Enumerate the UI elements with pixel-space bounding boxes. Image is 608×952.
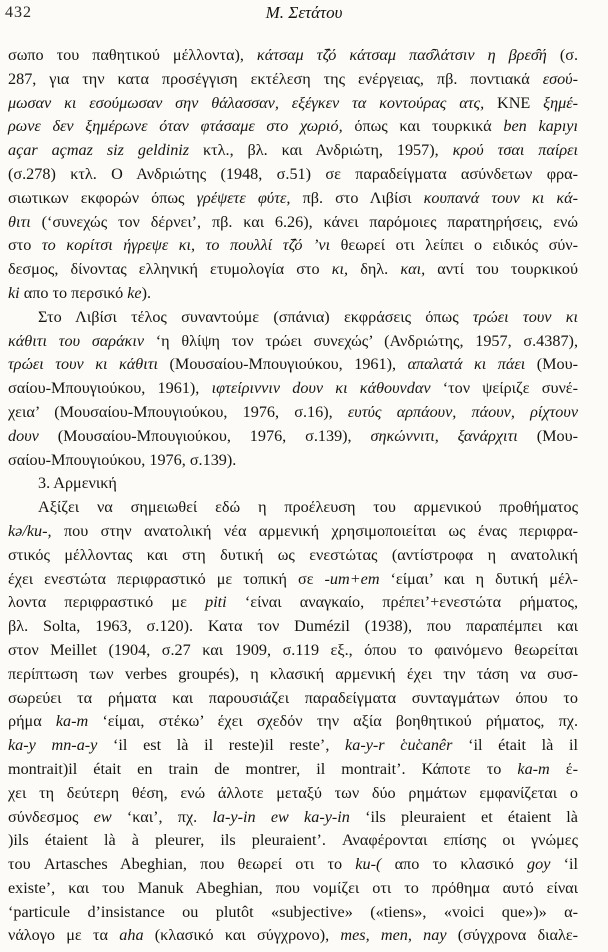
text-segment: ‘il est là il reste)il reste’, bbox=[113, 736, 346, 755]
text-segment: δηλ. bbox=[360, 260, 401, 279]
italic-text-segment: -um+em bbox=[324, 569, 391, 588]
italic-text-segment: κρού τσαι παίρει bbox=[452, 141, 578, 160]
text-line bbox=[8, 734, 578, 758]
text-segment: χεια’ (Μουσαίου-Μπουγιούκου, 1976, σ.16), bbox=[8, 402, 348, 421]
text-line bbox=[8, 663, 578, 687]
italic-text-segment: τρώει τουν κι κάθιτι bbox=[8, 355, 170, 374]
text-segment: ‘ils pleuraient et étaient là bbox=[365, 807, 578, 826]
italic-text-segment: σηκώννιτι, ξανάρχιτι bbox=[370, 426, 537, 445]
italic-text-segment: ξημέ- bbox=[543, 93, 578, 112]
text-segment: που στην ανατολική νέα αρμενική χρησιμοποιείται ως ένας περιφρα- bbox=[63, 521, 579, 540]
text-segment: σωρεύει τα ρήματα και παρουσιάζει παραδείγματα συνταγμάτων όπου το bbox=[8, 688, 578, 707]
italic-text-segment: kə/ku-, bbox=[8, 521, 64, 540]
italic-text-segment: τρώει τουν κι bbox=[472, 307, 578, 326]
italic-text-segment: ki bbox=[8, 283, 24, 302]
text-line bbox=[8, 853, 578, 877]
italic-text-segment: goy bbox=[527, 855, 564, 874]
italic-text-segment: και, bbox=[400, 260, 438, 279]
text-segment: ‘η θλίψη τον τρώει συνεχώς’ (Ανδριώτης, 1957, σ.4387), bbox=[155, 331, 578, 350]
text-segment: 287, για την κατα προσέγγιση εκτέλεση της ενέργειας, πβ. ποντιακά bbox=[8, 69, 543, 88]
text-line bbox=[8, 353, 578, 377]
text-segment: έχει ενεστώτα περιφραστικό με τοπική σε bbox=[8, 569, 325, 588]
text-segment: στο bbox=[8, 236, 42, 255]
page-body bbox=[8, 44, 578, 948]
text-line bbox=[8, 115, 578, 139]
text-line bbox=[8, 306, 578, 330]
text-line bbox=[8, 829, 578, 853]
text-segment: χει τη δεύτερη θέση, ενώ άλλοτε μεταξύ των δύο ρημάτων εμφανίζεται ο bbox=[8, 783, 578, 802]
text-segment: περίπτωση των verbes groupés), η κλασική αρμενική έχει την τάση να συσ- bbox=[8, 664, 578, 683]
italic-text-segment: ευτύς αρπάουν, πάουν, ρίχτουν bbox=[347, 402, 579, 421]
text-segment: (κλασικό και σύγχρονο), bbox=[154, 926, 341, 945]
italic-text-segment: açar açmaz siz geldiniz bbox=[8, 141, 204, 160]
text-segment: (σύγχρονα διαλε- bbox=[457, 926, 579, 945]
italic-text-segment: ben kapıyı bbox=[503, 117, 578, 136]
text-line bbox=[8, 187, 578, 211]
text-line bbox=[8, 92, 578, 116]
text-segment: του Artasches Abeghian, που θεωρεί οτι το bbox=[8, 855, 356, 874]
text-segment: όπως και τουρκικά bbox=[354, 117, 504, 136]
running-title: Μ. Σετάτου bbox=[265, 3, 343, 22]
text-line bbox=[8, 758, 578, 782]
page-number: 432 bbox=[5, 4, 32, 21]
text-segment: (Μου- bbox=[536, 426, 578, 445]
italic-text-segment: ke bbox=[127, 283, 142, 302]
italic-text-segment: mes, men, nay bbox=[340, 926, 458, 945]
text-segment: existe’, και του Manuk Abeghian, που νομίζει οτι το πρόθημα αυτό είναι bbox=[8, 878, 578, 897]
text-segment: λοντα περιφραστικό με bbox=[8, 593, 206, 612]
text-segment: (‘συνεχώς τον δέρνει’, πβ. και 6.26), κάνει παρόμοιες παρατηρήσεις, ενώ bbox=[41, 212, 578, 231]
italic-text-segment: ιφτείριννιν dουν κι κάθουνdαν bbox=[211, 379, 443, 398]
text-segment: πβ. στο Λιβίσι bbox=[302, 188, 424, 207]
italic-text-segment: ew bbox=[93, 807, 127, 826]
text-line bbox=[8, 330, 578, 354]
text-line bbox=[8, 472, 578, 496]
text-line bbox=[8, 282, 578, 306]
text-segment: Αξίζει να σημειωθεί εδώ η προέλευση του αρμενικού προθήματος bbox=[38, 498, 578, 517]
italic-text-segment: γρέψετε φύτε, bbox=[196, 188, 303, 207]
text-segment: 3. Αρμενική bbox=[38, 474, 117, 493]
text-segment: ρήμα bbox=[8, 712, 56, 731]
text-segment: (Μου- bbox=[536, 355, 579, 374]
text-line bbox=[8, 425, 578, 449]
text-line bbox=[8, 163, 578, 187]
text-segment: montrait)il était en train de montrer, il montrait’. Κάποτε το bbox=[8, 759, 518, 778]
text-segment: αντί του τουρκικού bbox=[437, 260, 578, 279]
italic-text-segment: ka-m bbox=[517, 759, 566, 778]
text-line bbox=[8, 710, 578, 734]
text-segment: έ- bbox=[565, 759, 578, 778]
text-line bbox=[8, 496, 578, 520]
italic-text-segment: dουν bbox=[8, 426, 58, 445]
text-segment: ‘είμαι’ και η δυτική μέλ- bbox=[390, 569, 579, 588]
text-line bbox=[8, 568, 578, 592]
text-segment: ). bbox=[141, 283, 152, 302]
text-line bbox=[8, 877, 578, 901]
text-line bbox=[8, 520, 578, 544]
italic-text-segment: κι, bbox=[331, 260, 361, 279]
text-line bbox=[8, 377, 578, 401]
text-segment: (σ. bbox=[559, 46, 579, 64]
text-segment: σιωτικων εκφορών όπως bbox=[8, 188, 197, 207]
text-line bbox=[8, 44, 578, 68]
text-line bbox=[8, 544, 578, 568]
text-segment: ‘είναι αναγκαίο, πρέπει’+ενεστώτα ρήματος, bbox=[244, 593, 579, 612]
text-segment: (Μουσαίου-Μπουγιούκου, 1961), bbox=[169, 355, 408, 374]
text-line bbox=[8, 234, 578, 258]
text-segment: )ils étaient là à pleurer, ils pleuraient’. Αναφέρονται επίσης οι γνώμες bbox=[8, 831, 578, 850]
text-segment: απο το περσικό bbox=[23, 283, 128, 302]
italic-text-segment: ka-y mn-a-y bbox=[8, 736, 114, 755]
text-segment: (Μουσαίου-Μπουγιούκου, 1976, σ.139), bbox=[57, 426, 371, 445]
text-segment: νάλογο με τα bbox=[8, 926, 120, 945]
italic-text-segment: ρωνε δεν ξημέρωνε όταν φτάσαμε στο χωριό, bbox=[8, 117, 355, 136]
text-segment: ‘il bbox=[563, 855, 579, 874]
text-segment: Στο Λιβίσι τέλος συναντούμε (σπάνια) εκφράσεις όπως bbox=[38, 307, 473, 326]
text-line bbox=[8, 615, 578, 639]
text-segment: ‘τον ψείριζε συνέ- bbox=[442, 379, 578, 398]
text-segment: ‘και’, πχ. bbox=[126, 807, 213, 826]
text-line bbox=[8, 258, 578, 282]
italic-text-segment: ku-( bbox=[355, 855, 395, 874]
text-line bbox=[8, 806, 578, 830]
italic-text-segment: κουπανά τουν κι κά- bbox=[423, 188, 578, 207]
text-line bbox=[8, 211, 578, 235]
text-segment: ‘particule d’insistance ou plutôt «subjective» («tiens», «voici que»)» α- bbox=[8, 902, 578, 921]
text-segment: στικός μέλλοντας και στη δυτική ως ενεστώτας (αντίστροφα η ανατολική bbox=[8, 545, 578, 564]
text-segment: σαίου-Μπουγιούκου, 1961), bbox=[8, 379, 212, 398]
italic-text-segment: μωσαν κι εσούμωσαν σην θάλασσαν, εξέγκεν τα κοντούρας ατς, bbox=[8, 93, 497, 112]
italic-text-segment: το κορίτσι ήγρεψε κι, το πουλλί τζ̑ό ’νι bbox=[41, 236, 341, 255]
text-segment: στον Meillet (1904, σ.27 και 1909, σ.119 εξ., όπου το φαινόμενο θεωρείται bbox=[8, 640, 578, 659]
italic-text-segment: la-y-in ew ka-y-in bbox=[212, 807, 366, 826]
italic-text-segment: piti bbox=[205, 593, 245, 612]
text-segment: κτλ., βλ. και Ανδριώτη, 1957), bbox=[203, 141, 453, 160]
text-segment: ‘είμαι, στέκω’ έχει σχεδόν την αξία βοηθητικού ρήματος, πχ. bbox=[102, 712, 579, 731]
text-segment: (σ.278) κτλ. Ο Ανδριώτης (1948, σ.51) σε παραδείγματα ασύνδετων φρα- bbox=[8, 164, 578, 183]
italic-text-segment: κάτσαμ τζ̑ό κάτσαμ πασ̑λάτσιν η βρεσ̑ή bbox=[256, 46, 560, 64]
text-segment: απο το κλασικό bbox=[394, 855, 528, 874]
text-line bbox=[8, 924, 578, 948]
text-segment: βλ. Solta, 1963, σ.120). Κατα τον Dumézil (1938), που παραπέμπει και bbox=[8, 617, 578, 636]
italic-text-segment: κάθιτι του σαράκιν bbox=[8, 331, 156, 350]
text-line bbox=[8, 401, 578, 425]
page-header bbox=[0, 3, 608, 27]
text-line bbox=[8, 782, 578, 806]
text-segment: σωπο του παθητικού μέλλοντα), bbox=[8, 46, 257, 64]
italic-text-segment: ka-y-r c̔uc̔anêr bbox=[345, 736, 469, 755]
text-line bbox=[8, 139, 578, 163]
text-line bbox=[8, 449, 578, 473]
text-segment: ΚΝΕ bbox=[497, 93, 544, 112]
italic-text-segment: θιτι bbox=[8, 212, 42, 231]
italic-text-segment: απαλατά κι πάει bbox=[407, 355, 537, 374]
text-segment: ‘il était là il bbox=[468, 736, 578, 755]
text-line bbox=[8, 901, 578, 925]
text-segment: δεσμος, δίνοντας ελληνική ετυμολογία στο bbox=[8, 260, 332, 279]
text-line bbox=[8, 591, 578, 615]
text-line bbox=[8, 68, 578, 92]
text-segment: θεωρεί οτι λείπει ο ειδικός σύν- bbox=[340, 236, 579, 255]
italic-text-segment: aha bbox=[119, 926, 155, 945]
text-segment: σύνδεσμος bbox=[8, 807, 94, 826]
italic-text-segment: ka-m bbox=[55, 712, 103, 731]
text-line bbox=[8, 639, 578, 663]
text-segment: σαίου-Μπουγιούκου, 1976, σ.139). bbox=[8, 450, 237, 469]
text-line bbox=[8, 687, 578, 711]
italic-text-segment: εσού- bbox=[542, 69, 578, 88]
